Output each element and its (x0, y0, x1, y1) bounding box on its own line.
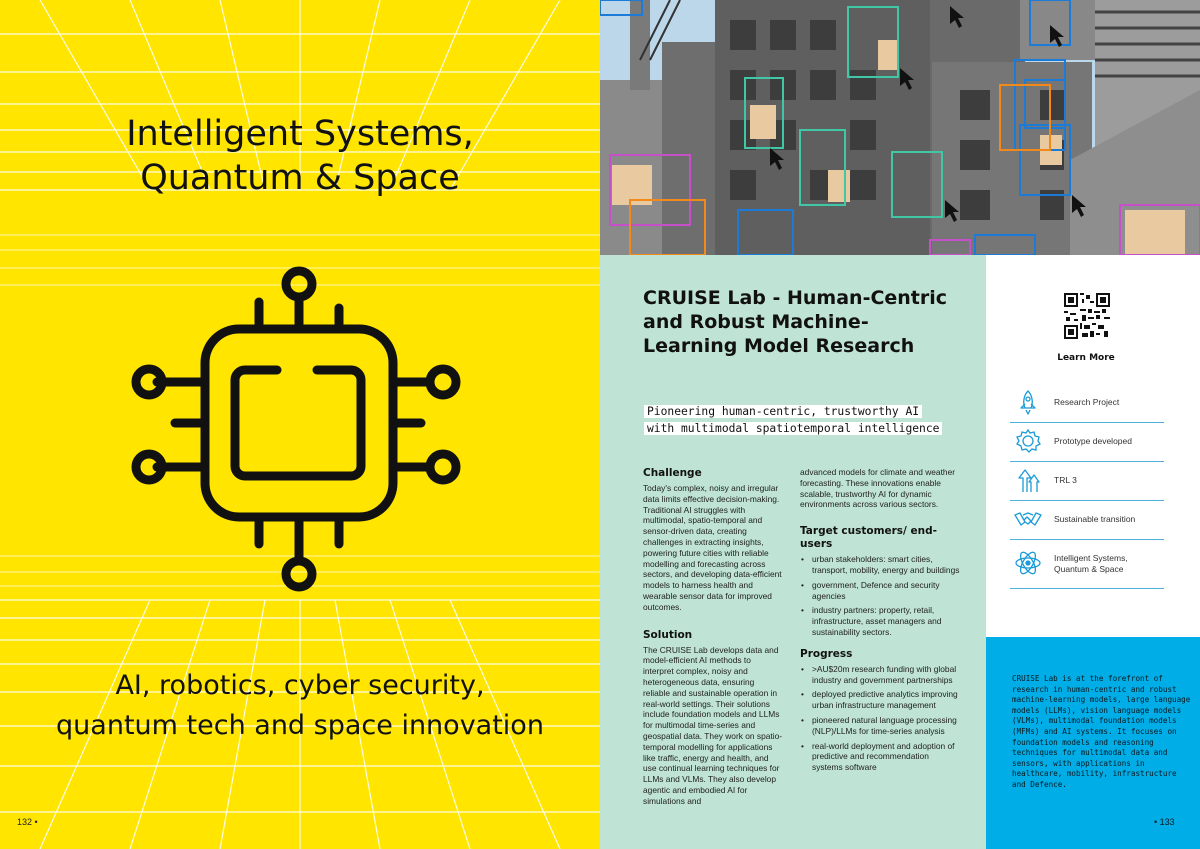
list-item: • >AU$20m research funding with global industry and government partnerships (812, 664, 960, 686)
chip-icon (127, 262, 473, 592)
list-item: • real-world deployment and adoption of predictive and recommendation systems software (812, 741, 960, 773)
rocket-icon (1014, 388, 1042, 416)
article-tagline (644, 403, 944, 437)
feature-sustainable-transition (1010, 500, 1164, 540)
challenge-heading: Challenge (643, 467, 702, 479)
list-item: • deployed predictive analytics improving urban infrastructure management (812, 689, 960, 711)
solution-text: The CRUISE Lab develops data and model-efficient AI methods to interpret complex, noisy and heterogeneous data, ensuring reliable and sustainable operation in real-world settings. Their solutions include foundation models and LLMs for multimodal time-series and geospatial data. They work on spatio-temporal modelling for applications like traffic, energy and health, and use continual learning techniques for LLMs and VLMs. They also develop agentic and embodied AI for simulations and (643, 644, 783, 806)
list-item: • urban stakeholders: smart cities, transport, mobility, energy and buildings (812, 554, 960, 576)
learn-more-link[interactable]: Learn More (1057, 353, 1115, 363)
list-item: • government, Defence and security agencies (812, 580, 960, 602)
handshake-icon (1014, 505, 1042, 533)
section-title (0, 112, 600, 200)
section-subtitle-line1: AI, robotics, cyber security, (115, 670, 485, 701)
article-title: CRUISE Lab - Human-Centric and Robust Machine-Learning Model Research (643, 287, 948, 357)
feature-label: Research Project (1054, 397, 1120, 407)
section-title-line1: Intelligent Systems, (126, 114, 474, 154)
article-panel (600, 255, 986, 849)
summary-text: CRUISE Lab is at the forefront of research in human-centric and robust machine-learning models, large language models (LLMs), vision language models (VLMs), multimodal foundation models (MFMs) and AI systems. It focuses on foundation models and reasoning techniques for multimodal data and sensors, with applications in healthcare, mobility, infrastructure and Defence. (1012, 674, 1191, 789)
feature-label: Prototype developed (1054, 436, 1132, 446)
list-item: • pioneered natural language processing (NLP)/LLMs for time-series analysis (812, 715, 960, 737)
city-buildings-illustration (600, 0, 1200, 255)
page-number-right: • 133 (1154, 817, 1175, 827)
info-sidebar (986, 255, 1200, 637)
gear-icon (1014, 427, 1042, 455)
feature-trl (1010, 461, 1164, 501)
progress-list (800, 664, 960, 773)
challenge-text: Today's complex, noisy and irregular data limits effective decision-making. Traditional AI struggles with multimodal, spatio-temporal and sensor-driven data, creating challenges in extracting insights, powering future cities with reliable modelling and forecasting across sectors, and developing data-efficient models to harness health and wearable sensor data for improved outcomes. (643, 483, 782, 612)
continued-text: advanced models for climate and weather forecasting. These innovations enable scalable, trustworthy AI for dynamic environments across various sectors. (800, 467, 956, 510)
atom-icon (1014, 549, 1042, 577)
feature-prototype-developed (1010, 422, 1164, 462)
target-heading: Target customers/ end-users (800, 525, 938, 551)
section-subtitle (0, 666, 600, 746)
article-tagline-text: Pioneering human-centric, trustworthy AI with multimodal spatiotemporal intelligence (644, 405, 942, 435)
feature-label: Intelligent Systems, Quantum & Space (1054, 552, 1128, 574)
page-number-left: 132 • (17, 817, 38, 827)
feature-intelligent-systems (1010, 539, 1164, 589)
section-subtitle-line2: quantum tech and space innovation (56, 710, 544, 741)
feature-label: Sustainable transition (1054, 514, 1136, 524)
section-title-line2: Quantum & Space (140, 158, 460, 198)
feature-label: TRL 3 (1054, 475, 1077, 485)
trl-arrows-icon (1014, 466, 1042, 494)
target-list (800, 554, 960, 638)
article-column-left (643, 467, 783, 807)
article-column-right (800, 467, 960, 777)
solution-heading: Solution (643, 628, 693, 641)
qr-code-icon[interactable] (1064, 293, 1110, 339)
feature-research-project (1010, 383, 1164, 423)
list-item: • industry partners: property, retail, infrastructure, asset managers and sustainability sectors. (812, 605, 960, 637)
progress-heading: Progress (800, 647, 853, 660)
